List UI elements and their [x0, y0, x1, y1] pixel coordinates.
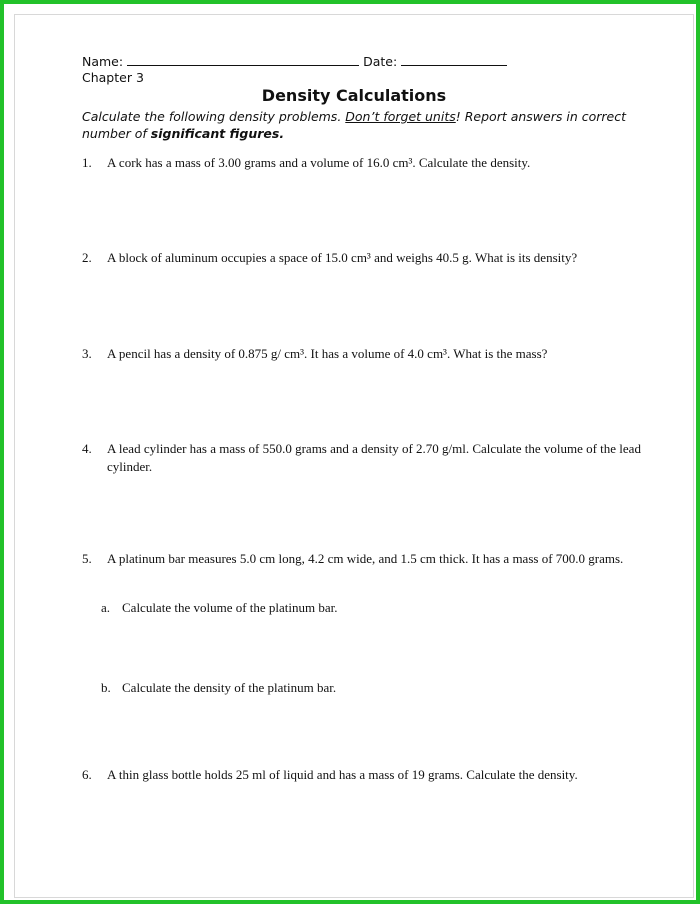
question-1	[82, 154, 642, 172]
question-text: A block of aluminum occupies a space of 15.0 cm³ and weighs 40.5 g. What is its density?	[107, 250, 578, 265]
instructions-part1: Calculate the following density problems.	[82, 109, 346, 124]
question-text: A pencil has a density of 0.875 g/ cm³. It has a volume of 4.0 cm³. What is the mass?	[107, 346, 548, 361]
name-date-line	[82, 53, 507, 69]
subquestion-text: Calculate the density of the platinum bar.	[122, 680, 337, 695]
question-text: A thin glass bottle holds 25 ml of liquid and has a mass of 19 grams. Calculate the density.	[107, 767, 578, 782]
question-number: 4.	[82, 441, 92, 456]
subquestion-text: Calculate the volume of the platinum bar.	[122, 600, 338, 615]
instructions-sigfigs: significant figures.	[150, 126, 285, 141]
subquestion-letter: b.	[101, 680, 111, 695]
question-2	[82, 249, 642, 267]
question-text: A platinum bar measures 5.0 cm long, 4.2 cm wide, and 1.5 cm thick. It has a mass of 700.0 grams.	[107, 551, 624, 566]
subquestion-b	[101, 679, 621, 697]
question-number: 2.	[82, 250, 92, 265]
question-number: 1.	[82, 155, 92, 170]
page-title: Density Calculations	[261, 86, 447, 105]
instructions	[82, 108, 642, 142]
question-5	[82, 550, 642, 568]
question-text: A cork has a mass of 3.00 grams and a volume of 16.0 cm³. Calculate the density.	[107, 155, 531, 170]
question-6	[82, 766, 642, 784]
subquestion-letter: a.	[101, 600, 111, 615]
subquestion-a	[101, 599, 621, 617]
question-4	[82, 440, 642, 476]
question-number: 6.	[82, 767, 92, 782]
date-blank[interactable]	[401, 53, 507, 66]
chapter-label: Chapter 3	[82, 70, 144, 85]
name-blank[interactable]	[127, 53, 359, 66]
date-label: Date:	[363, 54, 398, 69]
question-number: 3.	[82, 346, 92, 361]
name-label: Name:	[82, 54, 124, 69]
question-number: 5.	[82, 551, 92, 566]
question-text: A lead cylinder has a mass of 550.0 grams and a density of 2.70 g/ml. Calculate the volume of the lead cylinder.	[107, 441, 641, 474]
instructions-part3: ! Report answers in correct number of	[82, 109, 626, 141]
question-3	[82, 345, 642, 363]
instructions-emphasis: Don’t forget units	[345, 109, 456, 124]
